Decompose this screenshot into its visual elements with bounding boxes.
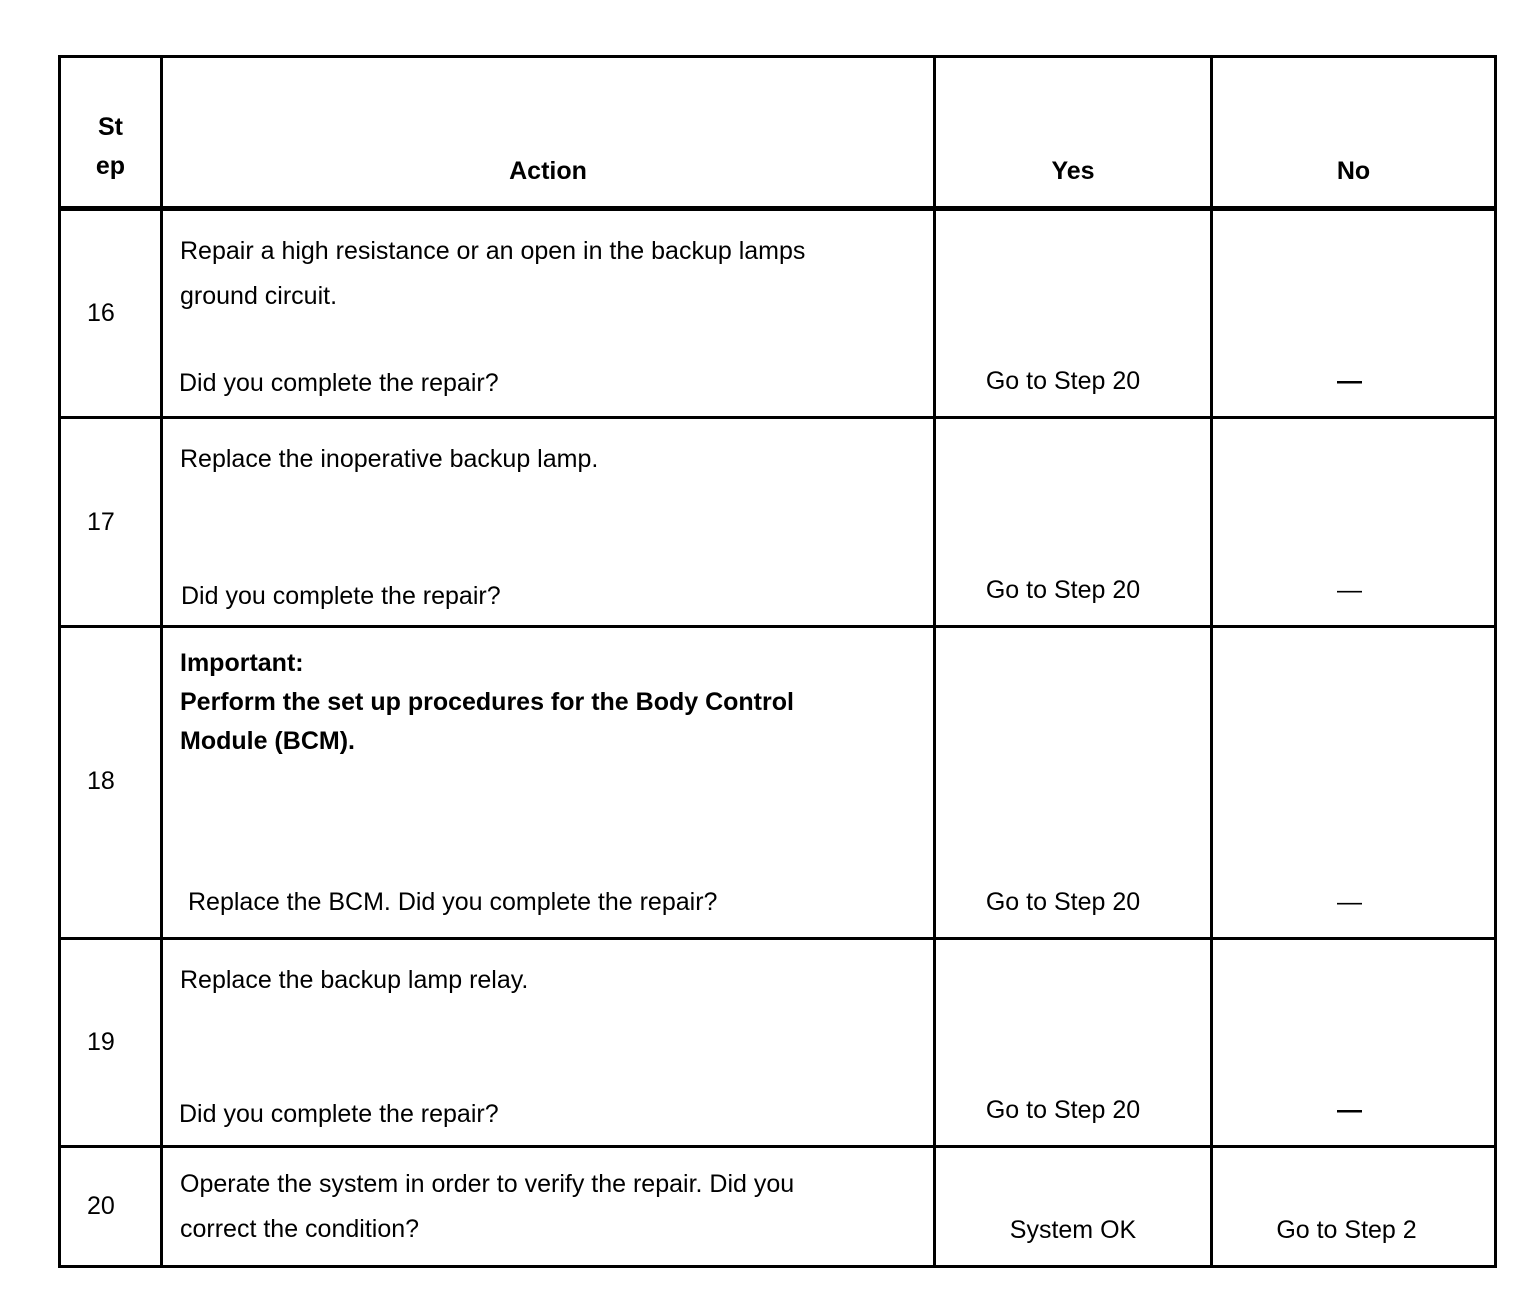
step-cell: [60, 1147, 162, 1267]
action-cell: [162, 418, 935, 627]
action-text: Operate the system in order to verify the repair. Did you correct the condition?: [180, 1170, 795, 1243]
action-question: Did you complete the repair?: [181, 582, 501, 610]
action-cell: [162, 939, 935, 1147]
yes-value: Go to Step 20: [985, 367, 1141, 395]
table-row: [60, 418, 1496, 627]
important-label: Important:: [180, 649, 304, 677]
step-number: 17: [87, 508, 115, 536]
no-value: —: [1337, 367, 1362, 395]
no-cell: [1212, 418, 1496, 627]
header-yes: [935, 57, 1212, 209]
important-note: [180, 644, 873, 761]
yes-cell: [935, 418, 1212, 627]
action-cell: [162, 1147, 935, 1267]
action-question: Replace the BCM. Did you complete the repair?: [188, 888, 718, 916]
yes-value: Go to Step 20: [985, 576, 1141, 604]
header-step-line2: ep: [95, 152, 126, 180]
step-number: 18: [87, 767, 115, 795]
no-cell: [1212, 939, 1496, 1147]
no-cell: [1212, 1147, 1496, 1267]
step-cell: [60, 209, 162, 418]
yes-cell: [935, 939, 1212, 1147]
action-text: Replace the backup lamp relay.: [180, 966, 529, 994]
yes-value: System OK: [1009, 1216, 1137, 1244]
step-number: 16: [87, 299, 115, 327]
header-no-label: No: [1336, 157, 1371, 185]
header-step-line1: St: [98, 113, 123, 141]
step-cell: [60, 418, 162, 627]
action-cell: [162, 627, 935, 939]
step-number: 19: [87, 1028, 115, 1056]
yes-cell: [935, 1147, 1212, 1267]
no-value: —: [1337, 1096, 1362, 1124]
header-no: [1212, 57, 1496, 209]
table-row: [60, 209, 1496, 418]
no-value: Go to Step 2: [1276, 1216, 1417, 1244]
action-question: Did you complete the repair?: [179, 1100, 499, 1128]
header-yes-label: Yes: [1051, 157, 1095, 185]
diagnostic-table: [58, 55, 1497, 1268]
yes-value: Go to Step 20: [985, 1096, 1141, 1124]
header-step: [60, 57, 162, 209]
no-value: —: [1337, 888, 1362, 916]
header-step-label: [91, 108, 131, 186]
yes-cell: [935, 209, 1212, 418]
action-text: Repair a high resistance or an open in the backup lamps ground circuit.: [180, 237, 806, 310]
step-cell: [60, 627, 162, 939]
table-row: [60, 939, 1496, 1147]
no-value: —: [1337, 576, 1362, 604]
step-number: 20: [87, 1192, 115, 1220]
no-cell: [1212, 209, 1496, 418]
action-text: Replace the inoperative backup lamp.: [180, 445, 599, 473]
table-row: [60, 627, 1496, 939]
table-row: [60, 1147, 1496, 1267]
header-action: [162, 57, 935, 209]
step-cell: [60, 939, 162, 1147]
action-question: Did you complete the repair?: [179, 369, 499, 397]
header-row: [60, 57, 1496, 209]
header-action-label: Action: [509, 157, 587, 185]
no-cell: [1212, 627, 1496, 939]
yes-value: Go to Step 20: [985, 888, 1141, 916]
action-cell: [162, 209, 935, 418]
important-text: Perform the set up procedures for the Body Control Module (BCM).: [180, 688, 794, 755]
yes-cell: [935, 627, 1212, 939]
